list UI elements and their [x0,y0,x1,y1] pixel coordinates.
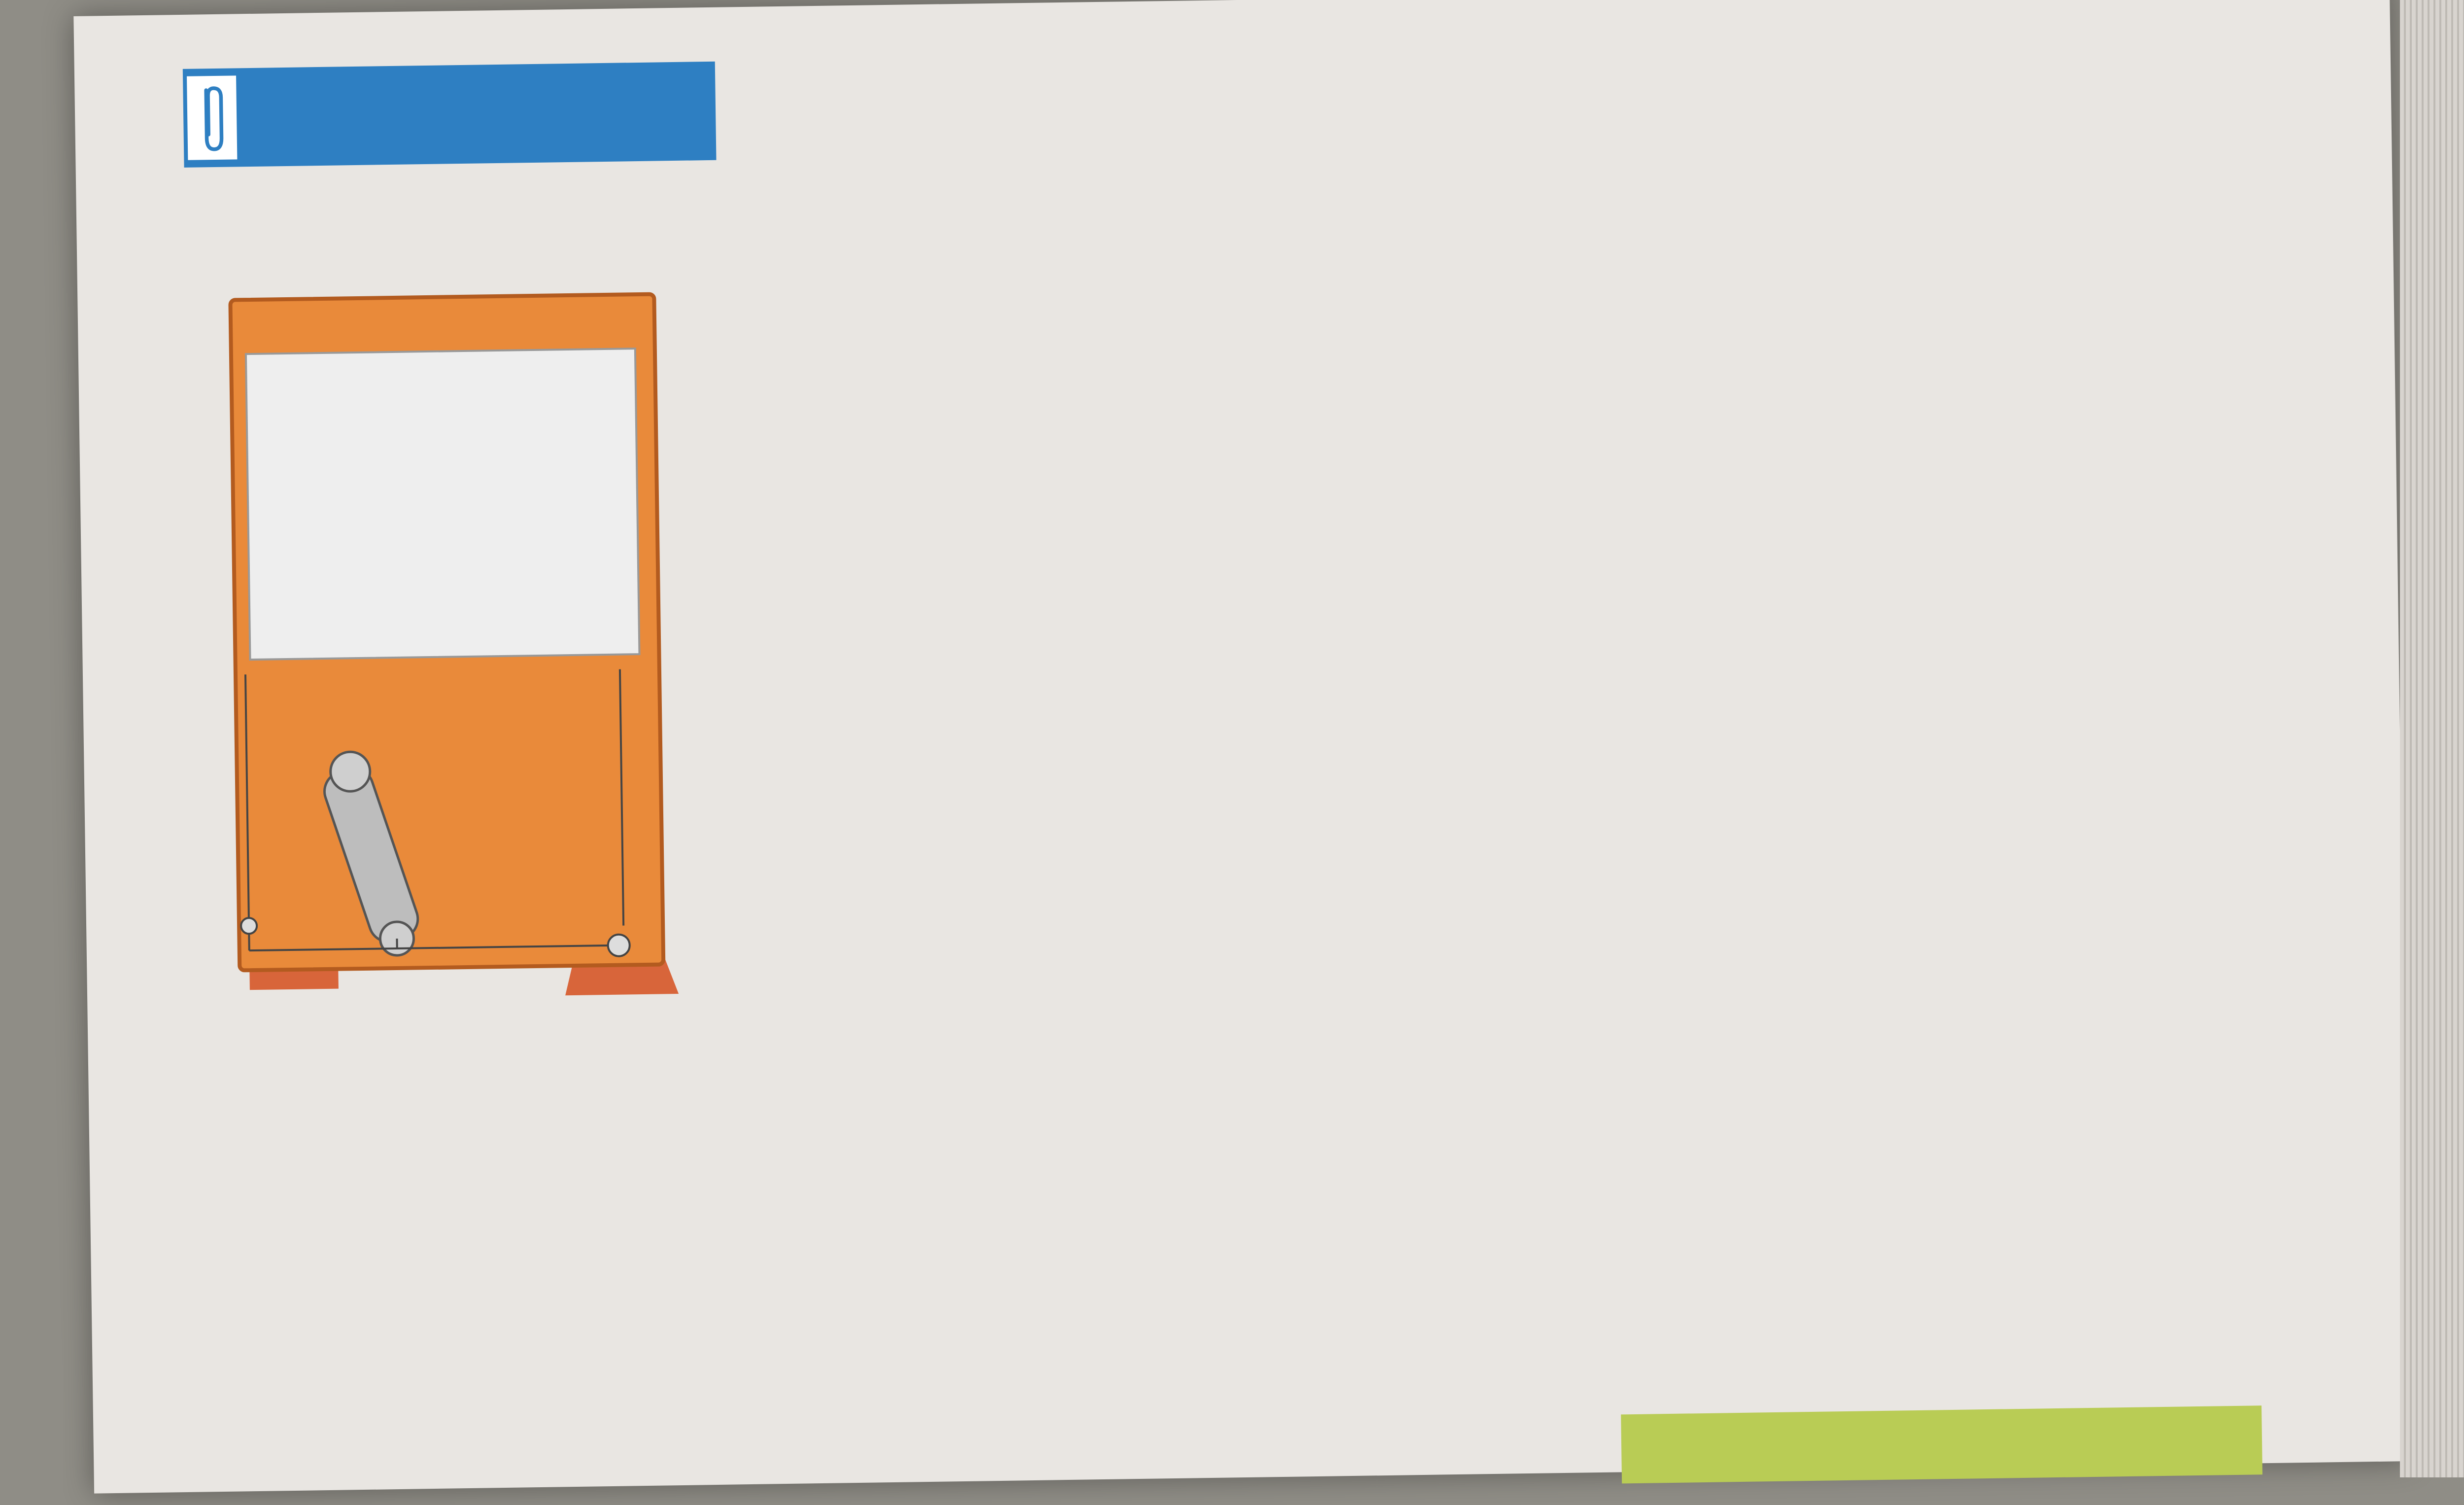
exercise-item [787,212,2255,233]
exercise-number [787,276,900,278]
exercise-item [786,168,2254,189]
textbook-page [73,0,2410,1494]
exercise-header [183,62,717,168]
exercise-item [787,301,2256,322]
rheostat-figure [210,274,694,1050]
exercise-item [787,257,2256,278]
exercise-list [786,168,2257,366]
exercise-number [787,320,901,322]
exercise-number [787,232,900,233]
next-section-strip [1621,1405,2262,1483]
exercise-number [786,187,899,189]
paperclip-icon [187,75,237,160]
page-edges [2400,0,2464,1477]
rheostat-coil-window [246,349,640,660]
